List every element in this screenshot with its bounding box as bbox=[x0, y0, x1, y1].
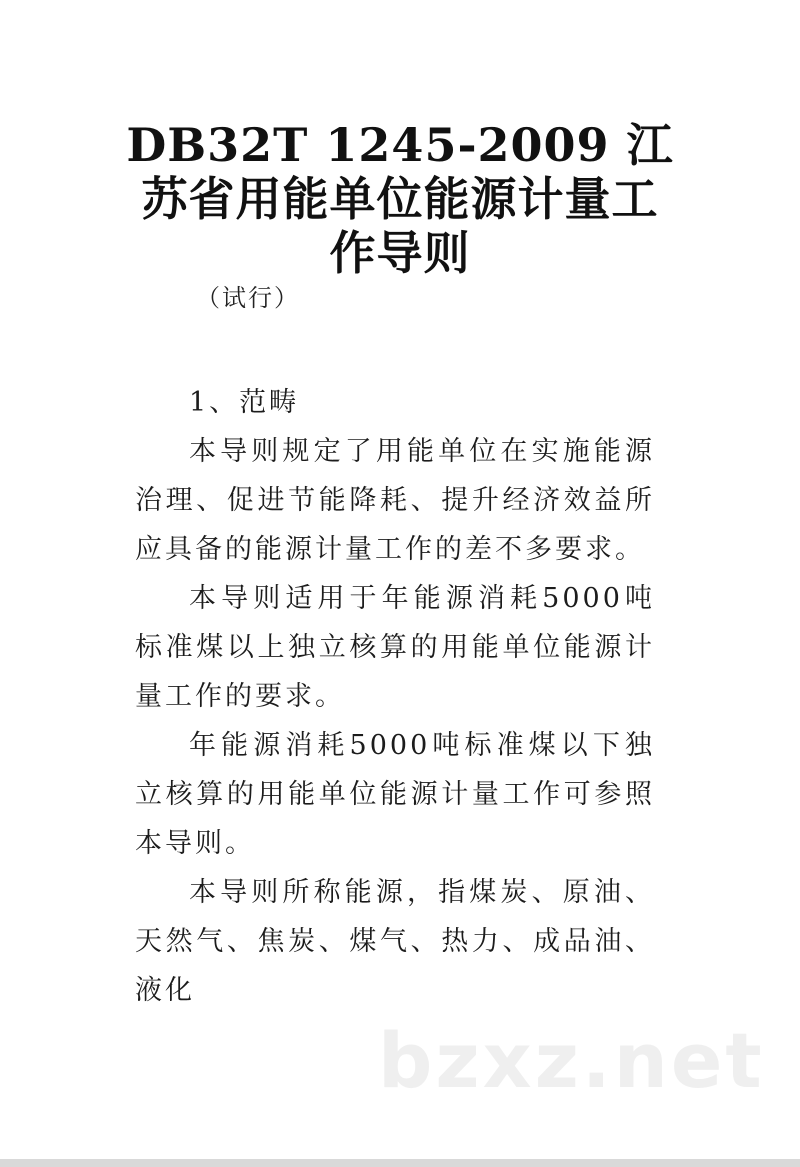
document-subtitle: （试行） bbox=[196, 284, 300, 312]
section-heading: 1、范畴 bbox=[189, 387, 300, 418]
paragraph: 本导则适用于年能源消耗5000吨标准煤以上独立核算的用能单位能源计量工作的要求。 bbox=[135, 583, 655, 712]
paragraph: 本导则所称能源，指煤炭、原油、天然气、焦炭、煤气、热力、成品油、液化 bbox=[135, 877, 655, 1006]
page-bottom-edge bbox=[0, 1159, 800, 1167]
paragraph: 本导则规定了用能单位在实施能源治理、促进节能降耗、提升经济效益所应具备的能源计量工作的差不多要求。 bbox=[135, 436, 655, 565]
document-body bbox=[135, 378, 655, 1015]
paragraph: 年能源消耗5000吨标准煤以下独立核算的用能单位能源计量工作可参照本导则。 bbox=[135, 730, 655, 859]
watermark: bzxz.net bbox=[378, 1016, 765, 1105]
document-title: DB32T 1245-2009 江苏省用能单位能源计量工作导则 bbox=[126, 118, 674, 280]
